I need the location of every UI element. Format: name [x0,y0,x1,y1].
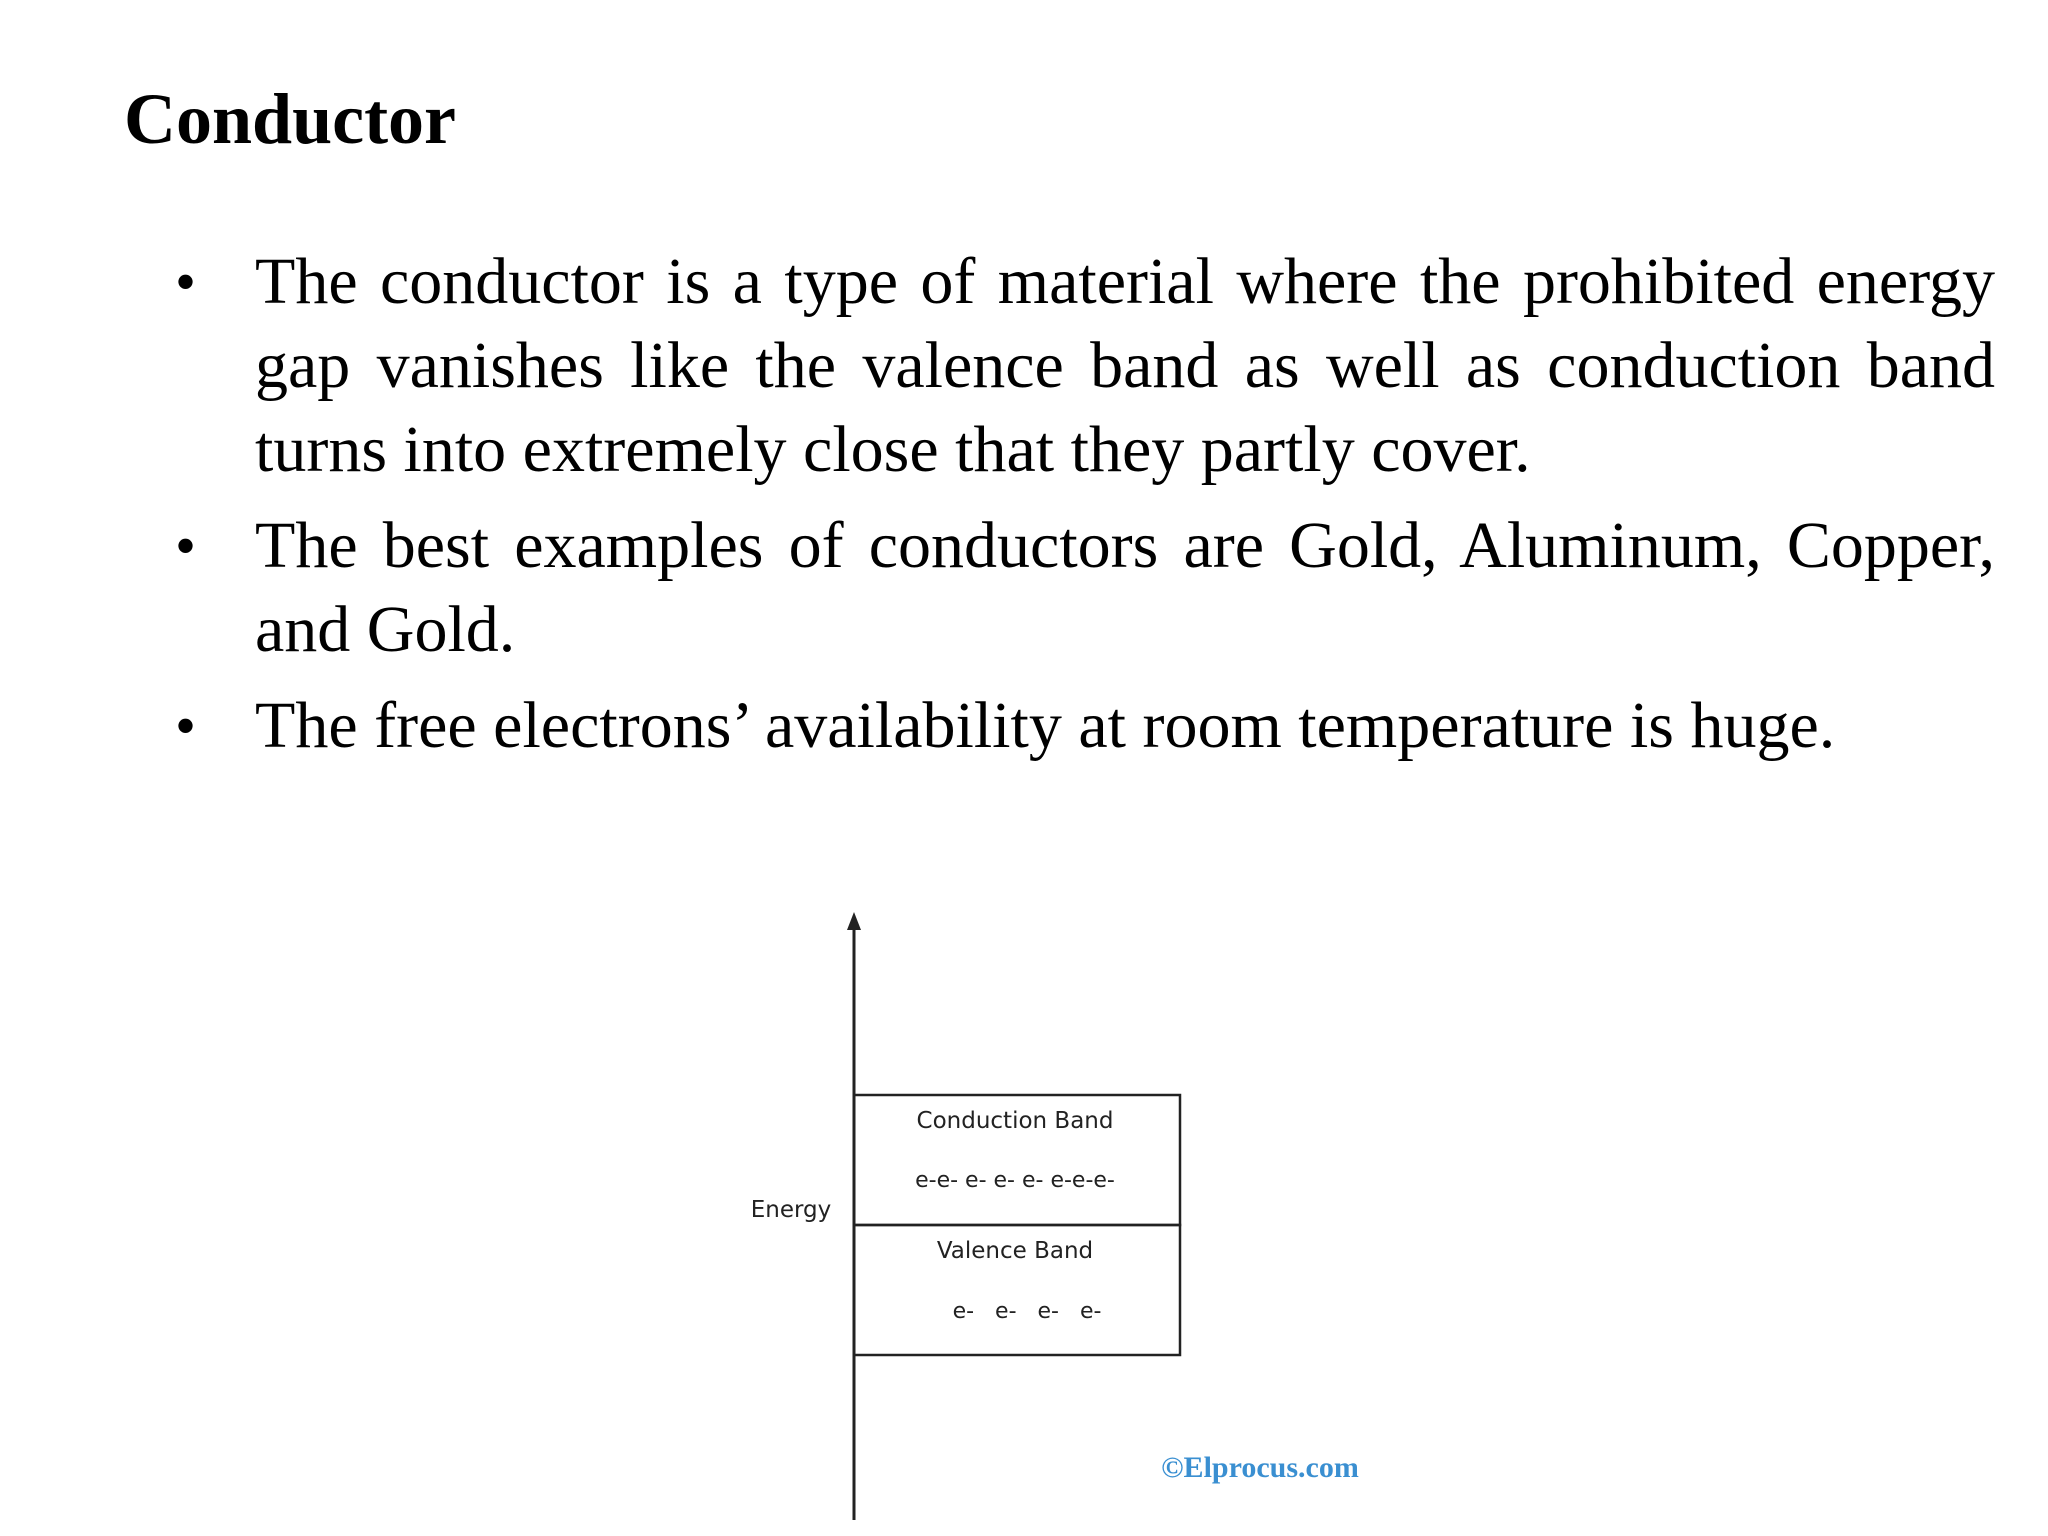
bullet-item [175,504,1995,672]
bullet-text: The best examples of conductors are Gold, Aluminum, Copper, and Gold. [255,509,1995,666]
bullet-marker: • [175,693,197,759]
valence-band-label: Valence Band [936,1238,1094,1264]
valence-band-electrons: e- e- e- e- [952,1299,1102,1324]
elprocus-watermark: ©Elprocus.com [1161,1451,1359,1484]
energy-axis-label: Energy [750,1197,832,1223]
bullet-list [175,240,1995,780]
bullet-marker: • [175,513,197,579]
conduction-band-label: Conduction Band [916,1108,1114,1134]
slide-title: Conductor [124,79,457,159]
bullet-item [175,684,1995,768]
conduction-band-electrons: e-e- e- e- e- e-e-e- [915,1168,1115,1193]
bullet-marker: • [175,249,197,315]
bullet-item [175,240,1995,492]
energy-axis-arrowhead [847,912,861,930]
bullet-text: The conductor is a type of material where the prohibited energy gap vanishes like the valence band as well as conduction band turns into extremely close that they partly cover. [255,245,1995,486]
bullet-text: The free electrons’ availability at room temperature is huge. [255,689,1836,762]
conduction-band-box [854,1095,1180,1225]
valence-band-box [854,1225,1180,1355]
